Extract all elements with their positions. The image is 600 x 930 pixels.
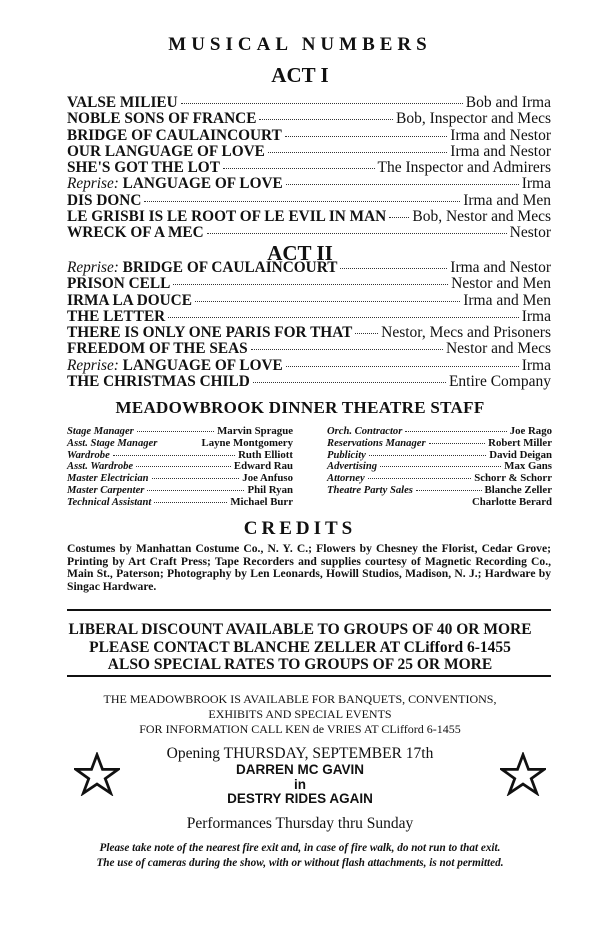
staff-list-left — [67, 426, 293, 509]
availability-notice — [0, 692, 600, 737]
song-row: Reprise: LANGUAGE OF LOVE Irma — [67, 175, 551, 193]
fire-exit-notice: Please take note of the nearest fire exit and, in case of fire walk, do not run to that exit. — [99, 842, 501, 854]
staff-row: Wardrobe Ruth Elliott — [67, 448, 293, 461]
availability-line: FOR INFORMATION CALL KEN de VRIES AT CLifford 6-1455 — [139, 722, 461, 736]
staff-row: Reservations Manager Robert Miller — [327, 436, 552, 449]
act-2-song-list — [67, 260, 551, 390]
featured-star: DARREN MC GAVIN — [236, 762, 364, 777]
staff-row: Publicity David Deigan — [327, 448, 552, 461]
staff-row: Technical Assistant Michael Burr — [67, 495, 293, 508]
staff-row: Orch. Contractor Joe Rago — [327, 425, 552, 437]
availability-line: EXHIBITS AND SPECIAL EVENTS — [208, 707, 392, 721]
staff-row: Advertising Max Gans — [327, 460, 552, 473]
staff-list-right — [327, 426, 552, 509]
staff-heading: MEADOWBROOK DINNER THEATRE STAFF — [115, 398, 485, 417]
song-row: THERE IS ONLY ONE PARIS FOR THAT Nestor, Mecs and Prisoners — [67, 324, 551, 342]
song-row: LE GRISBI IS LE ROOT OF LE EVIL IN MAN Bob, Nestor and Mecs — [67, 208, 551, 226]
opening-announcement — [0, 745, 600, 807]
song-row: Reprise: LANGUAGE OF LOVE Irma — [67, 356, 551, 374]
staff-row: Asst. Stage Manager Layne Montgomery — [67, 436, 293, 449]
act-2-title: ACT II — [267, 241, 333, 265]
staff-row: Attorney Schorr & Schorr — [327, 472, 552, 485]
song-row: SHE'S GOT THE LOT The Inspector and Admirers — [67, 159, 551, 177]
credits-heading: CREDITS — [243, 518, 357, 539]
song-row: VALSE MILIEU Bob and Irma — [67, 94, 551, 111]
divider-top — [67, 609, 551, 611]
next-show-title: DESTRY RIDES AGAIN — [227, 791, 373, 806]
discount-notice — [0, 621, 600, 674]
song-row: THE CHRISTMAS CHILD Entire Company — [67, 373, 551, 391]
song-row: PRISON CELL Nestor and Men — [67, 275, 551, 293]
staff-row: Asst. Wardrobe Edward Rau — [67, 460, 293, 473]
song-row: IRMA LA DOUCE Irma and Men — [67, 291, 551, 309]
camera-notice: The use of cameras during the show, with or without flash attachments, is not permitted. — [96, 857, 504, 869]
song-row: THE LETTER Irma — [67, 307, 551, 325]
song-row: FREEDOM OF THE SEAS Nestor and Mecs — [67, 340, 551, 358]
staff-row: Theatre Party Sales Blanche Zeller — [327, 483, 552, 496]
song-row: Reprise: BRIDGE OF CAULAINCOURT Irma and Nestor — [67, 259, 551, 276]
song-row: NOBLE SONS OF FRANCE Bob, Inspector and Mecs — [67, 110, 551, 128]
act-1-title: ACT I — [271, 63, 329, 87]
musical-numbers-heading: MUSICAL NUMBERS — [168, 34, 432, 55]
performance-days: Performances Thursday thru Sunday — [186, 815, 414, 832]
act-1-song-list — [67, 95, 551, 242]
song-row: BRIDGE OF CAULAINCOURT Irma and Nestor — [67, 126, 551, 144]
credits-text: Costumes by Manhattan Costume Co., N. Y. C.; Flowers by Chesney the Florist, Cedar Grove; Printing by Art Craft Press; Tape Recorders and supplies courtesy of Magnetic Recording Co., Main St., Paterson; Photography by Len Leonards, Howill Studios, Madison, N. J.; Hardware by Singac Hardware. — [67, 542, 551, 593]
opening-date: Opening THURSDAY, SEPTEMBER 17th — [166, 745, 434, 762]
divider-bottom — [67, 675, 551, 677]
staff-extra-name: Charlotte Berard — [471, 495, 552, 508]
staff-row: Master Carpenter Phil Ryan — [67, 483, 293, 496]
discount-line: LIBERAL DISCOUNT AVAILABLE TO GROUPS OF 40 OR MORE — [68, 621, 532, 638]
in-label: in — [294, 776, 306, 792]
song-row: DIS DONC Irma and Men — [67, 191, 551, 209]
discount-line: PLEASE CONTACT BLANCHE ZELLER AT CLifford 6-1455 — [89, 638, 511, 656]
house-rules — [0, 841, 600, 871]
availability-line: THE MEADOWBROOK IS AVAILABLE FOR BANQUETS, CONVENTIONS, — [103, 692, 497, 706]
staff-row: Master Electrician Joe Anfuso — [67, 472, 293, 485]
staff-row: Stage Manager Marvin Sprague — [67, 425, 293, 437]
song-row: WRECK OF A MEC Nestor — [67, 224, 551, 242]
discount-line: ALSO SPECIAL RATES TO GROUPS OF 25 OR MORE — [107, 656, 493, 673]
song-row: OUR LANGUAGE OF LOVE Irma and Nestor — [67, 142, 551, 160]
